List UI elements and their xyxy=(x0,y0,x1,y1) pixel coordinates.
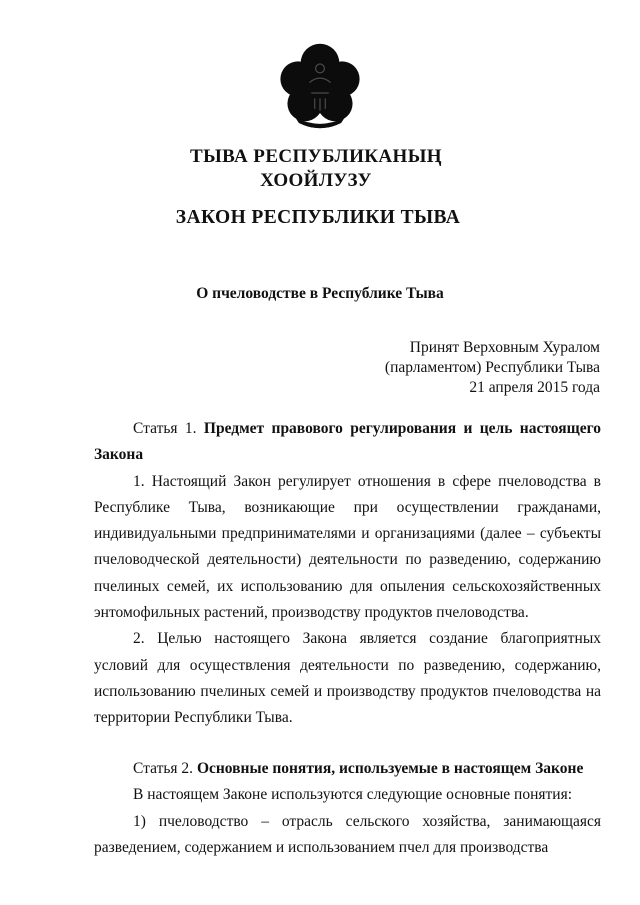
adoption-line: Принят Верховным Хуралом xyxy=(409,339,600,356)
article-1 xyxy=(94,416,601,732)
article-2 xyxy=(94,756,601,861)
article-2-paragraph-1: В настоящем Законе используются следующие основные понятия: xyxy=(133,786,573,804)
header-title-russian: ЗАКОН РЕСПУБЛИКИ ТЫВА xyxy=(175,207,461,228)
adoption-info xyxy=(385,338,600,398)
article-1-paragraph-1: 1. Настоящий Закон регулирует отношения в сфере пчеловодства в Республике Тыва, возникающие при осуществлении гражданами, индивидуальными предпринимателями и организациями (далее – субъекты пчеловодческой деятельности) деятельности по разведению, содержанию пчелиных семей, их использованию для опыления сельскохозяйственных энтомофильных растений, производству продуктов пчеловодства. xyxy=(94,472,601,622)
article-1-title: Предмет правового регулирования и цель настоящего Закона xyxy=(94,420,601,464)
article-1-paragraph-2: 2. Целью настоящего Закона является создание благоприятных условий для осуществления деятельности по разведению, содержанию, использованию пчелиных семей и производству продуктов пчеловодства на территории Республики Тыва. xyxy=(94,630,601,727)
article-1-label: Статья 1. xyxy=(133,420,197,437)
emblem-icon xyxy=(276,42,364,130)
article-2-paragraph-2: 1) пчеловодство – отрасль сельского хозяйства, занимающаяся разведением, содержанием и использованием пчел для производства xyxy=(94,812,601,856)
law-subject: О пчеловодстве в Республике Тыва xyxy=(196,285,444,302)
adoption-date: 21 апреля 2015 года xyxy=(469,379,600,396)
article-2-title: Основные понятия, используемые в настоящем Законе xyxy=(196,760,584,777)
header-subtitle-tuvan: ХООЙЛУЗУ xyxy=(260,170,372,191)
article-2-heading xyxy=(94,756,601,782)
adoption-line: (парламентом) Республики Тыва xyxy=(384,359,600,376)
article-1-heading xyxy=(94,416,601,469)
header-title-tuvan: ТЫВА РЕСПУБЛИКАНЫҢ xyxy=(190,146,442,167)
article-2-label: Статья 2. xyxy=(133,760,194,777)
